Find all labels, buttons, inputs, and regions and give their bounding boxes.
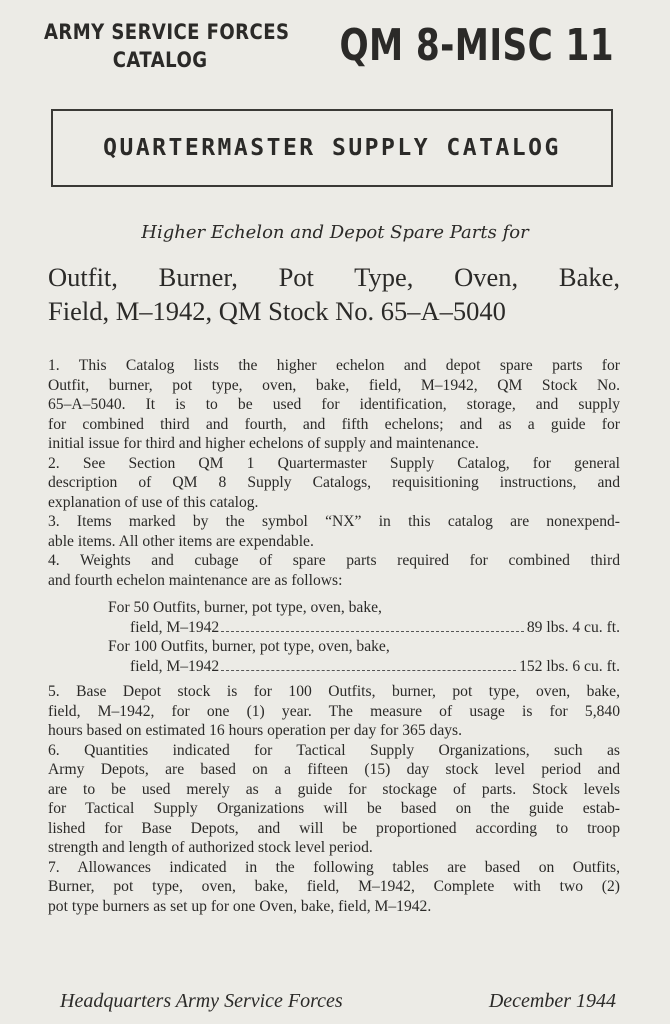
- paragraph-4: [48, 551, 620, 590]
- main-title-line2: Field, M–1942, QM Stock No. 65–A–5040: [48, 296, 506, 326]
- paragraph-3: [48, 512, 620, 551]
- paragraph-line: field, M–1942, for one (1) year. The measure of usage is for 5,840: [48, 702, 620, 720]
- weights-row-sublabel: field, M–1942: [130, 618, 220, 636]
- weights-table: [48, 598, 620, 676]
- title-box-text: QUARTERMASTER SUPPLY CATALOG: [103, 135, 561, 161]
- paragraph-line: pot type burners as set up for one Oven, bake, field, M–1942.: [48, 897, 432, 915]
- paragraph-line: 6. Quantities indicated for Tactical Supply Organizations, such as: [48, 741, 620, 759]
- subtitle: Higher Echelon and Depot Spare Parts for: [141, 222, 529, 243]
- footer-issuer: Headquarters Army Service Forces: [60, 990, 343, 1012]
- footer-date: December 1944: [488, 990, 616, 1012]
- paragraph-1: [48, 356, 620, 454]
- paragraph-line: 5. Base Depot stock is for 100 Outfits, burner, pot type, oven, bake,: [48, 683, 620, 700]
- paragraph-line: 2. See Section QM 1 Quartermaster Supply Catalog, for general: [48, 454, 620, 472]
- header-agency-line2: CATALOG: [112, 48, 208, 72]
- paragraph-line: Outfit, burner, pot type, oven, bake, field, M–1942, QM Stock No.: [48, 376, 620, 394]
- paragraph-line: and fourth echelon maintenance are as follows:: [48, 571, 343, 589]
- paragraph-line: Army Depots, are based on a fifteen (15) day stock level period and: [48, 761, 620, 778]
- leader-dots: [221, 657, 516, 672]
- weights-row-label: For 100 Outfits, burner, pot type, oven, bake,: [108, 638, 390, 655]
- weights-row-sublabel: field, M–1942: [130, 657, 220, 675]
- weights-row-label: For 50 Outfits, burner, pot type, oven, bake,: [108, 599, 382, 616]
- paragraph-line: 1. This Catalog lists the higher echelon and depot spare parts for: [48, 357, 620, 374]
- paragraph-line: initial issue for third and higher echelons of supply and maintenance.: [48, 435, 479, 452]
- weights-row: [48, 598, 620, 637]
- paragraph-line: description of QM 8 Supply Catalogs, requisitioning instructions, and: [48, 474, 620, 491]
- paragraph-line: are to be used merely as a guide for stockage of parts. Stock levels: [48, 780, 620, 798]
- paragraph-7: [48, 858, 620, 917]
- paragraph-line: 3. Items marked by the symbol “NX” in this catalog are nonexpend-: [48, 513, 620, 530]
- header-agency: [44, 18, 290, 74]
- paragraph-line: Burner, pot type, oven, bake, field, M–1942, Complete with two (2): [48, 878, 620, 895]
- paragraph-line: 65–A–5040. It is to be used for identification, storage, and supply: [48, 396, 620, 413]
- header-agency-line1: ARMY SERVICE FORCES: [44, 20, 290, 44]
- paragraph-line: 4. Weights and cubage of spare parts required for combined third: [48, 552, 620, 569]
- paragraph-line: able items. All other items are expendable.: [48, 532, 314, 550]
- title-box: [51, 109, 613, 187]
- paragraph-line: explanation of use of this catalog.: [48, 493, 259, 511]
- main-title-line1: Outfit, Burner, Pot Type, Oven, Bake,: [48, 262, 620, 292]
- paragraph-line: hours based on estimated 16 hours operation per day for 365 days.: [48, 722, 463, 739]
- paragraph-2: [48, 454, 620, 513]
- paragraph-line: 7. Allowances indicated in the following tables are based on Outfits,: [48, 858, 620, 876]
- body-text: [48, 356, 620, 916]
- paragraph-5: [48, 682, 620, 741]
- paragraph-line: lished for Base Depots, and will be proportioned according to troop: [48, 819, 620, 837]
- leader-dots: [221, 618, 524, 633]
- paragraph-6: [48, 741, 620, 858]
- main-title: [48, 260, 620, 328]
- catalog-number: QM 8-MISC 11: [339, 20, 614, 71]
- weights-row-value: 152 lbs. 6 cu. ft.: [519, 657, 620, 675]
- paragraph-line: strength and length of authorized stock level period.: [48, 839, 373, 856]
- weights-row-value: 89 lbs. 4 cu. ft.: [526, 618, 620, 636]
- paragraph-line: for combined third and fourth, and fifth echelons; and as a guide for: [48, 415, 620, 433]
- weights-row: [48, 637, 620, 676]
- paragraph-line: for Tactical Supply Organizations will be based on the guide estab-: [48, 800, 620, 817]
